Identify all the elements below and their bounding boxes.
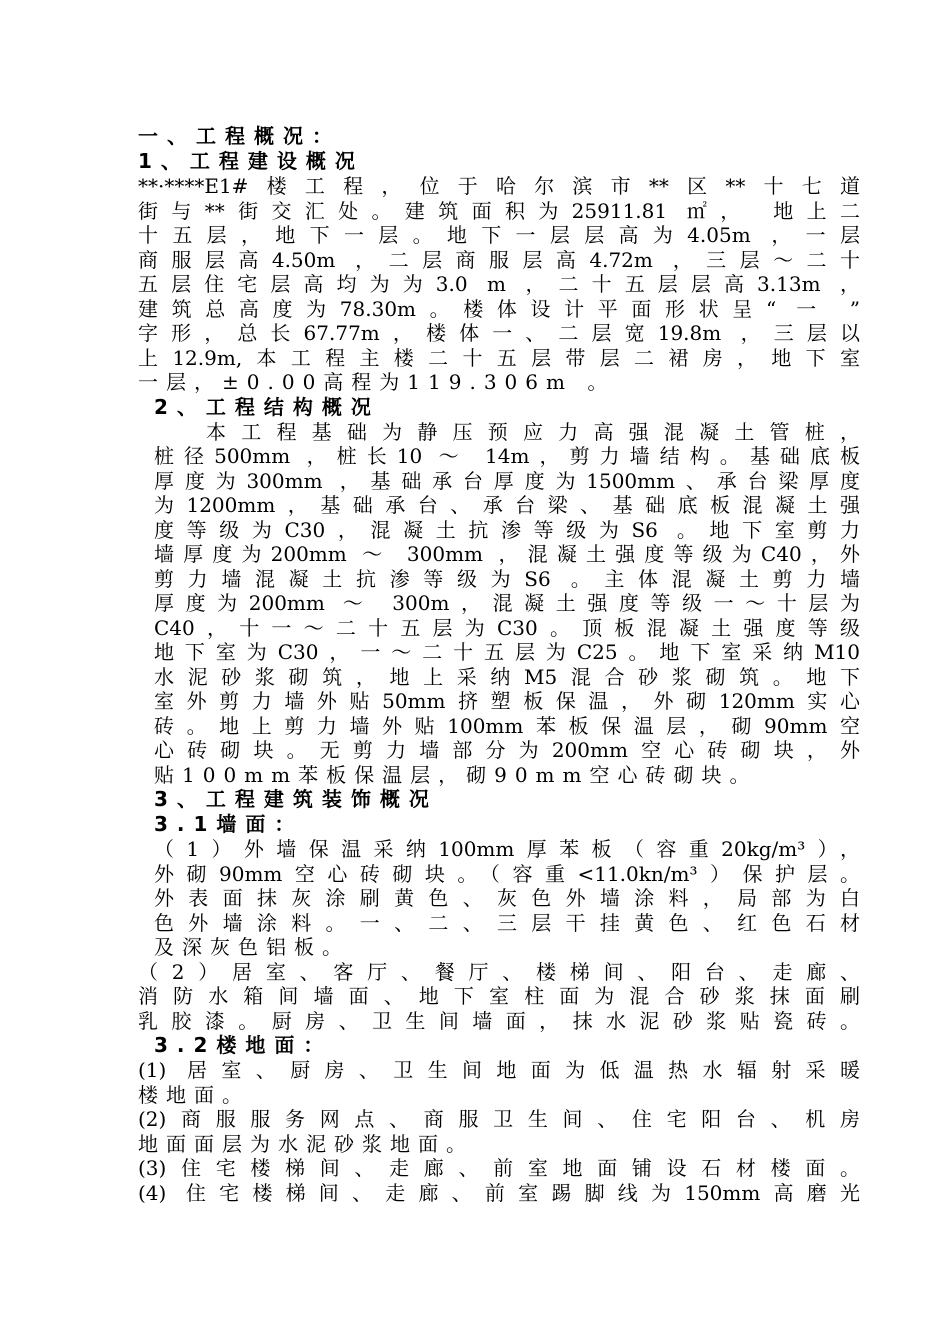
text-line: 及深灰色铝板。 [154, 935, 350, 959]
text-line: 街与**街交汇处。建筑面积为25911.81 ㎡， 地上二 [138, 198, 860, 223]
text-line: C40，十一～二十五层为C30。顶板混凝土强度等级 [154, 615, 860, 640]
section-heading: 一、工程概况： [138, 124, 341, 148]
text-line: 厚度为200mm ～ 300m，混凝土强度等级一～十层为 [154, 591, 860, 615]
text-line: 厚度为300mm ，基础承台厚度为1500mm、承台梁厚度 [154, 468, 860, 493]
text-line: 心砖砌块。无剪力墙部分为200mm空心砖砌块，外 [154, 738, 860, 762]
text-line: 外表面抹灰涂刷黄色、灰色外墙涂料，局部为白 [154, 886, 860, 910]
text-line: 外砌90mm空心砖砌块。（容重<11.0kn/m³）保护层。 [154, 861, 860, 886]
text-line: 十五层，地下一层。地下一层层高为4.05m ，一层 [138, 223, 860, 247]
text-line: 字形，总长67.77m，楼体一、二层宽19.8m ，三层以 [138, 321, 860, 345]
text-line: （2）居室、客厅、餐厅、楼梯间、阳台、走廊、 [138, 959, 860, 984]
text-line: (2)商服服务网点、商服卫生间、住宅阳台、机房 [138, 1107, 860, 1131]
section-heading: 3、工程建筑装饰概况 [154, 787, 438, 811]
text-line: 商服层高4.50m ，二层商服层高4.72m ，三层～二十 [138, 247, 860, 272]
section-heading: 3.2楼地面： [154, 1033, 333, 1057]
text-line: 墙厚度为200mm ～ 300mm ，混凝土强度等级为C40，外 [154, 542, 860, 566]
text-line: 本工程基础为静压预应力高强混凝土管桩， [206, 419, 860, 444]
text-line: 楼地面。 [138, 1082, 250, 1107]
text-line: 桩径500mm ，桩长10 ～ 14m，剪力墙结构。基础底板 [154, 444, 860, 468]
text-line: 消防水箱间墙面、地下室柱面为混合砂浆抹面刷 [138, 984, 860, 1008]
text-line: 上12.9m,本工程主楼二十五层带层二裙房，地下室 [138, 345, 860, 370]
text-line: 建筑总高度为78.30m。楼体设计平面形状呈“ 一 ” [138, 296, 860, 321]
text-line: （1）外墙保温采纳100mm厚苯板（容重20kg/m³）， [154, 837, 860, 861]
text-line: 一层，±0.00高程为119.306m 。 [138, 370, 616, 394]
text-line: 度等级为C30，混凝土抗渗等级为S6 。地下室剪力 [154, 517, 860, 542]
document-page [138, 124, 860, 1205]
section-heading: 1、工程建设概况 [138, 149, 364, 173]
section-heading: 3.1墙面： [154, 812, 304, 836]
text-line: 五层住宅层高均为为3.0 m ，二十五层层高3.13m ， [138, 272, 860, 296]
text-line: (4) 住宅楼梯间、走廊、前室踢脚线为150mm高磨光 [138, 1180, 860, 1205]
text-line: 地下室为C30，一～二十五层为C25。地下室采纳M10 [154, 640, 860, 664]
text-line: (3)住宅楼梯间、走廊、前室地面铺设石材楼面。 [138, 1156, 860, 1180]
text-line: 剪力墙混凝土抗渗等级为S6 。主体混凝土剪力墙 [154, 566, 860, 591]
text-line: 水泥砂浆砌筑，地上采纳M5混合砂浆砌筑。地下 [154, 664, 860, 689]
text-line: 贴100mm苯板保温层，砌90mm空心砖砌块。 [154, 762, 758, 787]
text-line: 地面面层为水泥砂浆地面。 [138, 1131, 474, 1156]
text-line: 为1200mm，基础承台、承台梁、基础底板混凝土强 [154, 493, 860, 517]
text-line: (1) 居室、厨房、卫生间地面为低温热水辐射采暖 [138, 1058, 860, 1082]
text-line: 乳胶漆。厨房、卫生间墙面，抹水泥砂浆贴瓷砖。 [138, 1008, 860, 1033]
text-line: 砖。地上剪力墙外贴100mm苯板保温层，砌90mm空 [154, 713, 860, 738]
text-line: 室外剪力墙外贴50mm挤塑板保温，外砌120mm实心 [154, 689, 860, 713]
text-line: **·****E1#楼工程，位于哈尔滨市**区**十七道 [138, 174, 860, 198]
section-heading: 2、工程结构概况 [154, 394, 380, 419]
text-line: 色外墙涂料。一、二、三层干挂黄色、红色石材 [154, 910, 860, 935]
